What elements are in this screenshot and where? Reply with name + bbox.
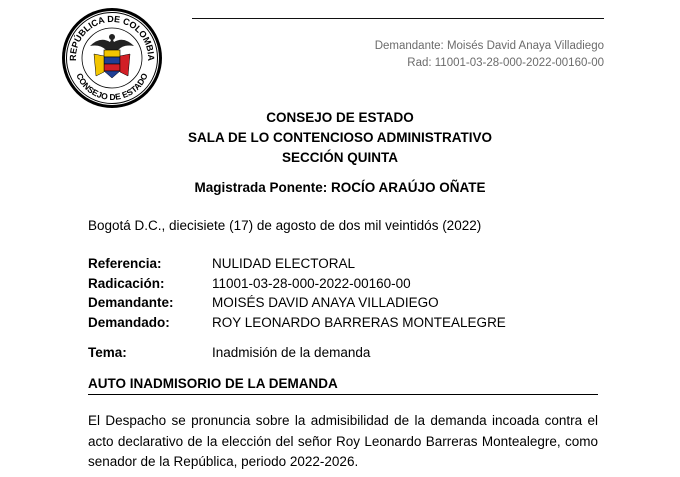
- tema-label: Tema:: [88, 345, 127, 360]
- meta-row-demandante: [88, 293, 506, 313]
- meta-row-demandado: [88, 313, 506, 333]
- header-demandante: Demandante: Moisés David Anaya Villadiego: [374, 40, 604, 52]
- seal-ring-text-bottom: CONSEJO DE ESTADO: [74, 71, 150, 103]
- date-line: Bogotá D.C., diecisiete (17) de agosto de dos mil veintidós (2022): [88, 218, 482, 233]
- meta-row-radicacion: [88, 274, 506, 294]
- body-paragraph: El Despacho se pronuncia sobre la admisibilidad de la demanda incoada contra el acto declarativo de la elección del señor Roy Leonardo Barreras Montealegre, como senador de la República, periodo 2022-2026.: [88, 413, 598, 469]
- title-line-2: SALA DE LO CONTENCIOSO ADMINISTRATIVO: [187, 130, 492, 145]
- meta-label: Demandante:: [88, 295, 174, 310]
- consejo-de-estado-seal: [60, 6, 164, 110]
- meta-label: Radicación:: [88, 275, 165, 291]
- header-meta: [375, 38, 604, 72]
- seal-ring-text-top: REPÚBLICA DE COLOMBIA: [67, 13, 157, 61]
- meta-value: NULIDAD ELECTORAL: [212, 256, 356, 271]
- case-metadata: [88, 254, 506, 332]
- magistrada-ponente: Magistrada Ponente: ROCÍO ARAÚJO OÑATE: [194, 180, 486, 195]
- header-divider: [192, 18, 604, 19]
- seal-graphic: [60, 6, 164, 110]
- auto-heading: AUTO INADMISORIO DE LA DEMANDA: [88, 376, 598, 395]
- title-line-3: SECCIÓN QUINTA: [281, 150, 398, 165]
- document-title: [0, 108, 680, 168]
- meta-label: Demandado:: [88, 314, 170, 330]
- meta-value: 11001-03-28-000-2022-00160-00: [212, 275, 411, 291]
- title-line-1: CONSEJO DE ESTADO: [266, 110, 414, 125]
- header-radicado: Rad: 11001-03-28-000-2022-00160-00: [407, 57, 604, 69]
- tema-value: Inadmisión de la demanda: [212, 345, 371, 360]
- tema-row: [88, 345, 370, 360]
- meta-row-referencia: [88, 254, 506, 274]
- meta-label: Referencia:: [88, 256, 162, 271]
- meta-value: MOISÉS DAVID ANAYA VILLADIEGO: [212, 295, 439, 310]
- meta-value: ROY LEONARDO BARRERAS MONTEALEGRE: [212, 314, 506, 330]
